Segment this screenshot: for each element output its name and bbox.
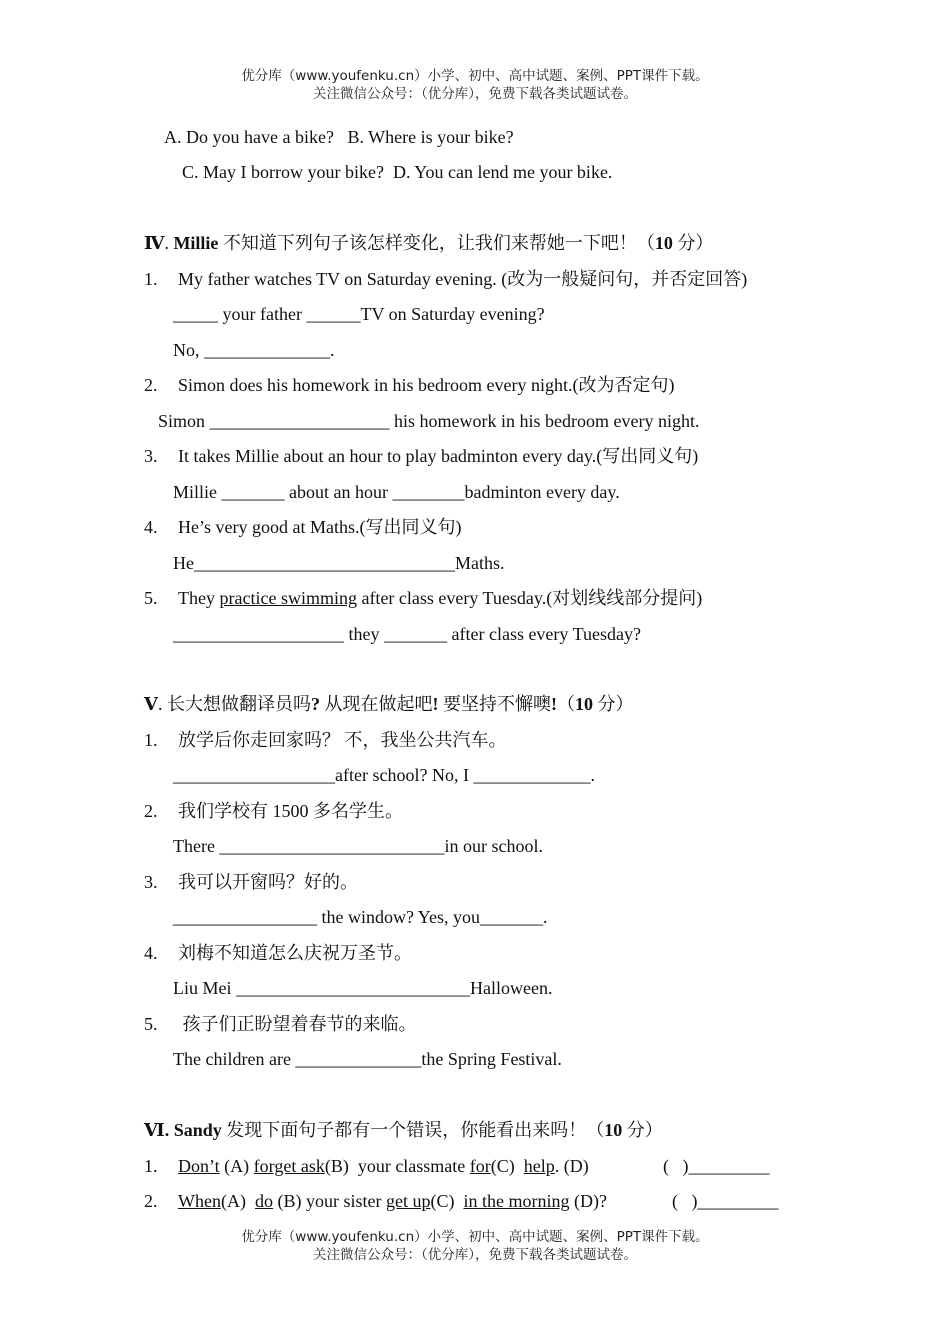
question-text: It takes Millie about an hour to play badminton every day.(写出同义句) bbox=[178, 446, 699, 466]
page-header bbox=[0, 67, 950, 103]
question-text bbox=[178, 587, 702, 609]
question-number: 3. bbox=[144, 872, 158, 892]
option-label: (A) bbox=[220, 1191, 255, 1211]
answer-line: No, ______________. bbox=[173, 340, 335, 360]
answer-blank: ( )_________ bbox=[672, 1191, 779, 1211]
question-number: 5. bbox=[144, 588, 158, 608]
answer-line: He_____________________________Maths. bbox=[173, 553, 505, 573]
footer-line-1: 优分库（www.youfenku.cn）小学、初中、高中试题、案例、PPT课件下载。 bbox=[241, 1229, 709, 1245]
option-label: . (D) bbox=[554, 1156, 589, 1176]
answer-line: _____ your father ______TV on Saturday evening? bbox=[173, 304, 545, 324]
section-name: Sandy bbox=[173, 1120, 222, 1140]
section-5-heading bbox=[144, 693, 633, 715]
error-option-d: help bbox=[523, 1156, 555, 1176]
question-number: 2. bbox=[144, 801, 158, 821]
question-number: 1. bbox=[144, 1156, 158, 1176]
question-text: 刘梅不知道怎么庆祝万圣节。 bbox=[178, 943, 412, 963]
answer-line: __________________after school? No, I _____________. bbox=[173, 765, 595, 785]
section-mark: ! bbox=[550, 694, 557, 714]
section-title: 要坚持不懈噢 bbox=[438, 694, 551, 714]
section-number: Ⅳ bbox=[144, 233, 165, 253]
question-text: Simon does his homework in his bedroom every night.(改为否定句) bbox=[178, 375, 675, 395]
question-number: 4. bbox=[144, 517, 158, 537]
text-segment: after class every Tuesday.(对划线线部分提问) bbox=[356, 588, 703, 608]
answer-line: Simon ____________________ his homework in his bedroom every night. bbox=[158, 411, 700, 431]
error-option-b: forget ask bbox=[253, 1156, 325, 1176]
question-number: 2. bbox=[144, 375, 158, 395]
option-label: (A) bbox=[219, 1156, 254, 1176]
section-close: 分） bbox=[592, 694, 634, 714]
answer-blank: ( )_________ bbox=[663, 1156, 770, 1176]
question-number: 4. bbox=[144, 943, 158, 963]
answer-line: ________________ the window? Yes, you_______. bbox=[173, 907, 548, 927]
section-score: 10 bbox=[574, 694, 593, 714]
question-number: 2. bbox=[144, 1191, 158, 1211]
error-option-c: get up bbox=[385, 1191, 431, 1211]
error-option-a: Don’t bbox=[178, 1156, 220, 1176]
answer-line: There _________________________in our school. bbox=[173, 836, 543, 856]
option-label: (B) your classmate bbox=[324, 1156, 470, 1176]
section-mark: ? bbox=[310, 694, 320, 714]
answer-line: ___________________ they _______ after class every Tuesday? bbox=[173, 624, 641, 644]
option-line-ab: A. Do you have a bike? B. Where is your bike? bbox=[164, 127, 514, 147]
footer-line-2: 关注微信公众号：（优分库），免费下载各类试题试卷。 bbox=[313, 1247, 637, 1263]
answer-line: Liu Mei __________________________Halloween. bbox=[173, 978, 553, 998]
section-score: 10 bbox=[604, 1120, 623, 1140]
question-number: 5. bbox=[144, 1014, 158, 1034]
question-number: 3. bbox=[144, 446, 158, 466]
question-number: 1. bbox=[144, 730, 158, 750]
question-text: 我们学校有 1500 多名学生。 bbox=[178, 801, 403, 821]
option-label: (B) your sister bbox=[272, 1191, 386, 1211]
error-option-d: in the morning bbox=[463, 1191, 570, 1211]
section-sep: . bbox=[164, 1120, 174, 1140]
section-score: 10 bbox=[654, 233, 673, 253]
option-label: (D)? bbox=[569, 1191, 607, 1211]
section-name: Millie bbox=[173, 233, 219, 253]
error-option-c: for bbox=[469, 1156, 491, 1176]
option-line-cd: C. May I borrow your bike? D. You can lend me your bike. bbox=[182, 162, 613, 182]
section-title: 不知道下列句子该怎样变化，让我们来帮她一下吧！（ bbox=[218, 233, 655, 253]
question-text: My father watches TV on Saturday evening. (改为一般疑问句，并否定回答) bbox=[178, 269, 748, 289]
section-title: 发现下面句子都有一个错误，你能看出来吗！（ bbox=[221, 1120, 605, 1140]
section-title: . 长大想做翻译员吗 bbox=[157, 694, 311, 714]
error-option-a: When bbox=[178, 1191, 221, 1211]
section-number: Ⅴ bbox=[144, 694, 158, 714]
question-number: 1. bbox=[144, 269, 158, 289]
question-text: 我可以开窗吗？好的。 bbox=[178, 872, 358, 892]
question-text bbox=[178, 1190, 607, 1212]
page-footer bbox=[0, 1228, 950, 1264]
error-option-b: do bbox=[254, 1191, 273, 1211]
header-line-2: 关注微信公众号：（优分库），免费下载各类试题试卷。 bbox=[313, 86, 637, 102]
section-close: 分） bbox=[622, 1120, 663, 1140]
question-text: He’s very good at Maths.(写出同义句) bbox=[178, 517, 462, 537]
section-6-heading bbox=[144, 1119, 663, 1141]
answer-line: The children are ______________the Spring Festival. bbox=[173, 1049, 562, 1069]
question-text: 孩子们正盼望着春节的来临。 bbox=[178, 1014, 417, 1034]
header-line-1: 优分库（www.youfenku.cn）小学、初中、高中试题、案例、PPT课件下载。 bbox=[241, 68, 709, 84]
answer-line: Millie _______ about an hour ________badminton every day. bbox=[173, 482, 620, 502]
section-mark: ! bbox=[432, 694, 439, 714]
section-title: 从现在做起吧 bbox=[319, 694, 433, 714]
section-number: Ⅵ bbox=[144, 1120, 165, 1140]
option-label: (C) bbox=[430, 1191, 464, 1211]
section-sep: . bbox=[164, 233, 174, 253]
section-4-heading bbox=[144, 232, 713, 254]
option-label: (C) bbox=[490, 1156, 524, 1176]
underlined-phrase: practice swimming bbox=[219, 588, 357, 608]
section-close: 分） bbox=[672, 233, 714, 253]
text-segment: They bbox=[178, 588, 220, 608]
section-title: （ bbox=[556, 694, 575, 714]
question-text bbox=[178, 1155, 589, 1177]
question-text: 放学后你走回家吗？ 不，我坐公共汽车。 bbox=[178, 730, 507, 750]
